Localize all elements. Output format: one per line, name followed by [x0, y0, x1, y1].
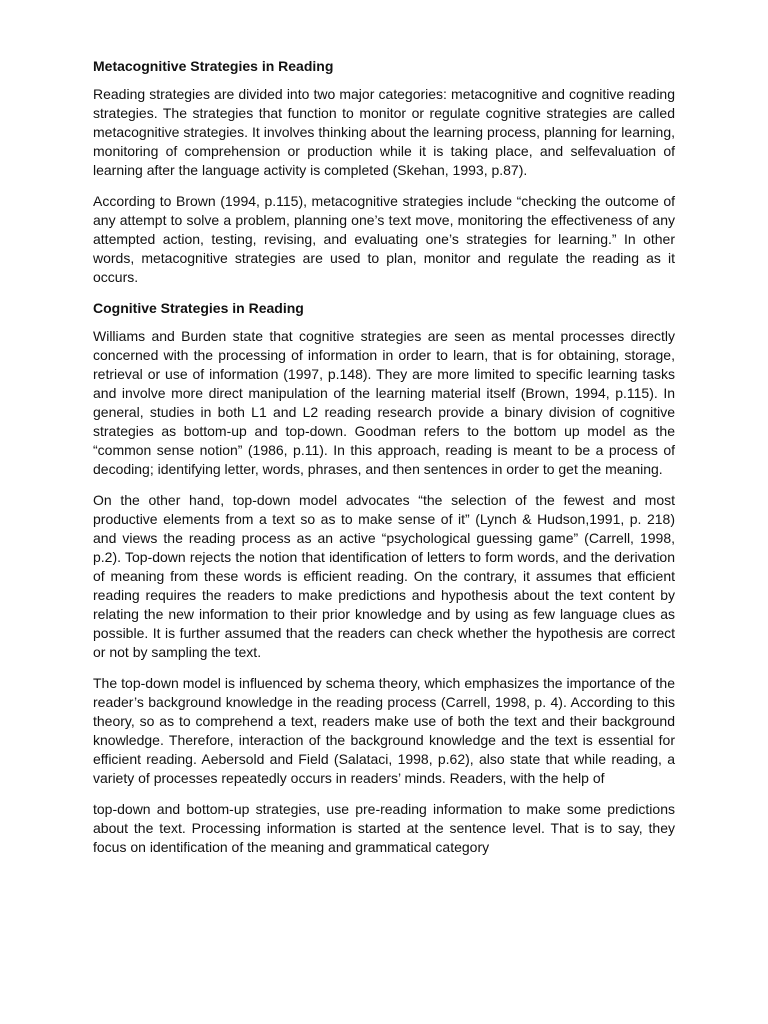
paragraph-brown-metacognitive: According to Brown (1994, p.115), metacognitive strategies include “checking the outcome of any attempt to solve a problem, planning one’s text move, monitoring the effectiveness of any attempted action, testing, revising, and evaluating one’s strategies for learning.” In other words, metacognitive strategies are used to plan, monitor and regulate the reading as it occurs.	[93, 193, 675, 285]
paragraph-williams-burden: Williams and Burden state that cognitive strategies are seen as mental processes directly concerned with the processing of information in order to learn, that is for obtaining, storage, retrieval or use of information (1997, p.148). They are more limited to specific learning tasks and involve more direct manipulation of the learning material itself (Brown, 1994, p.115). In general, studies in both L1 and L2 reading research provide a binary division of cognitive strategies as bottom-up and top-down. Goodman refers to the bottom up model as the “common sense notion” (1986, p.11). In this approach, reading is meant to be a process of decoding; identifying letter, words, phrases, and then sentences in order to get the meaning.	[93, 328, 675, 477]
paragraph-top-down-model: On the other hand, top-down model advocates “the selection of the fewest and most productive elements from a text so as to make sense of it” (Lynch & Hudson,1991, p. 218) and views the reading process as an active “psychological guessing game” (Carrell, 1998, p.2). Top-down rejects the notion that identification of letters to form words, and the derivation of meaning from these words is efficient reading. On the contrary, it assumes that efficient reading requires the readers to make predictions and hypothesis about the text content by relating the new information to their prior knowledge and by using as few language clues as possible. It is further assumed that the readers can check whether the hypothesis are correct or not by sampling the text.	[93, 492, 675, 660]
section-heading-metacognitive: Metacognitive Strategies in Reading	[93, 58, 334, 74]
paragraph-reading-strategies: Reading strategies are divided into two major categories: metacognitive and cognitive reading strategies. The strategies that function to monitor or regulate cognitive strategies are called metacognitive strategies. It involves thinking about the learning process, planning for learning, monitoring of comprehension or production while it is taking place, and selfevaluation of learning after the language activity is completed (Skehan, 1993, p.87).	[93, 86, 675, 178]
document-body	[93, 57, 675, 869]
paragraph-schema-theory: The top-down model is influenced by schema theory, which emphasizes the importance of the reader’s background knowledge in the reading process (Carrell, 1998, p. 4). According to this theory, so as to comprehend a text, readers make use of both the text and their background knowledge. Therefore, interaction of the background knowledge and the text is essential for efficient reading. Aebersold and Field (Salataci, 1998, p.62), also state that while reading, a variety of processes repeatedly occurs in readers’ minds. Readers, with the help of	[93, 675, 675, 786]
section-heading-cognitive: Cognitive Strategies in Reading	[93, 300, 304, 316]
paragraph-prereading-information: top-down and bottom-up strategies, use pre-reading information to make some predictions about the text. Processing information is started at the sentence level. That is to say, they focus on identification of the meaning and grammatical category	[93, 801, 675, 855]
